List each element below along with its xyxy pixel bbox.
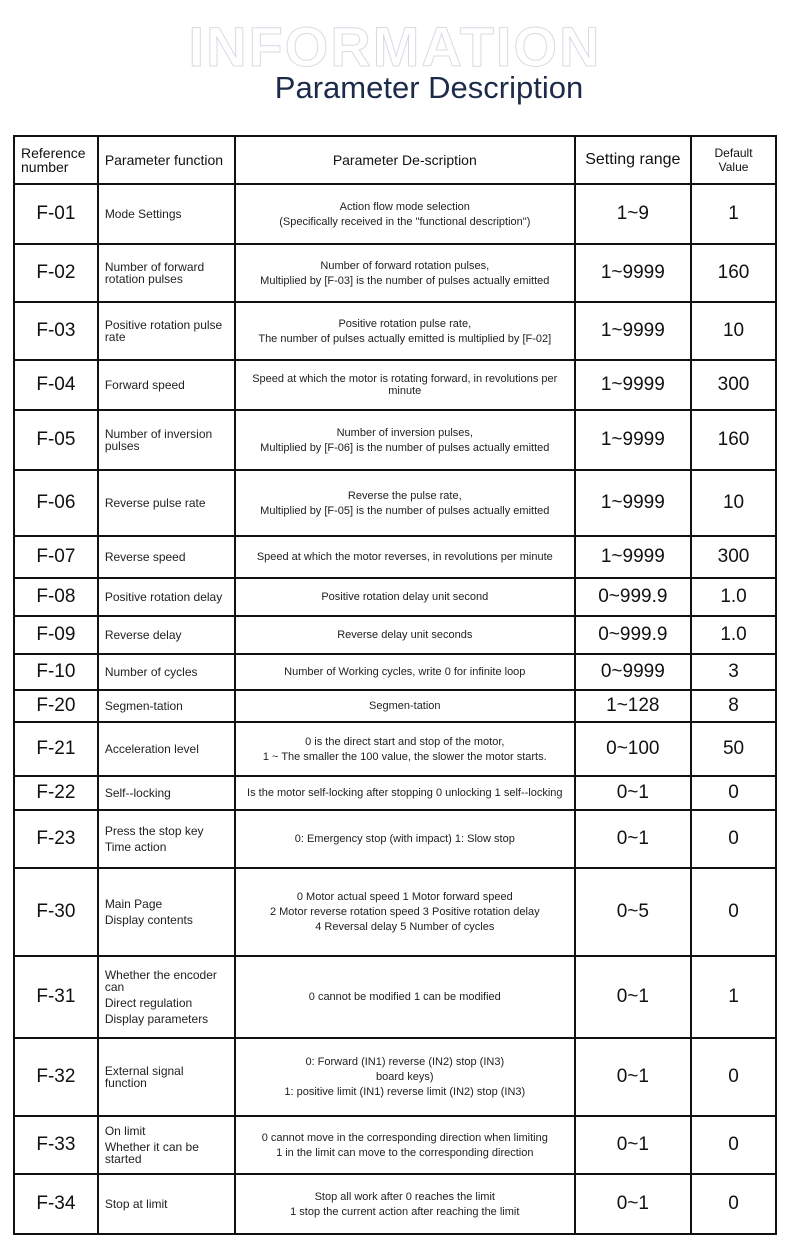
description-cell — [235, 722, 575, 776]
setting-range-cell: 0~100 — [575, 722, 691, 776]
description-line: Reverse delay unit seconds — [337, 629, 473, 641]
table-row — [14, 360, 776, 410]
description-line: Stop all work after 0 reaches the limit — [314, 1190, 495, 1203]
description-line: 2 Motor reverse rotation speed 3 Positive rotation delay — [269, 906, 540, 918]
reference-cell: F-08 — [14, 578, 98, 616]
default-value-cell: 0 — [691, 1038, 776, 1116]
description-line: Multiplied by [F-05] is the number of pulses actually emitted — [260, 504, 550, 517]
function-line: Number of cycles — [104, 665, 198, 679]
description-cell — [235, 616, 575, 654]
description-line: 0 is the direct start and stop of the motor, — [305, 735, 505, 748]
description-line: 1: positive limit (IN1) reverse limit (IN2) stop (IN3) — [284, 1086, 526, 1098]
reference-cell: F-03 — [14, 302, 98, 360]
reference-cell: F-30 — [14, 868, 98, 956]
description-line: 0 cannot move in the corresponding direction when limiting — [261, 1131, 548, 1144]
function-cell — [98, 244, 235, 302]
description-line: Number of Working cycles, write 0 for infinite loop — [284, 666, 526, 678]
function-cell — [98, 654, 235, 690]
default-value-cell: 8 — [691, 690, 776, 722]
description-line: Number of inversion pulses, — [336, 426, 473, 439]
function-line: Number of forward rotation pulses — [104, 260, 205, 286]
description-line: Positive rotation pulse rate, — [338, 317, 472, 330]
reference-cell: F-31 — [14, 956, 98, 1038]
setting-range-cell: 0~1 — [575, 1116, 691, 1174]
default-value-cell: 0 — [691, 810, 776, 868]
default-value-cell: 1.0 — [691, 578, 776, 616]
reference-cell: F-02 — [14, 244, 98, 302]
function-line: Segmen-tation — [104, 699, 183, 713]
function-line: Reverse delay — [104, 628, 182, 642]
function-line: Reverse speed — [104, 550, 186, 564]
function-line: On limit — [104, 1124, 146, 1138]
function-line: Number of inversion pulses — [104, 427, 213, 453]
description-cell — [235, 470, 575, 536]
function-line: Positive rotation pulse rate — [104, 318, 223, 344]
reference-cell: F-01 — [14, 184, 98, 244]
description-cell — [235, 654, 575, 690]
setting-range-cell: 0~1 — [575, 956, 691, 1038]
default-value-cell: 1 — [691, 184, 776, 244]
setting-range-cell: 1~9999 — [575, 360, 691, 410]
function-cell — [98, 868, 235, 956]
function-line: Stop at limit — [104, 1197, 168, 1211]
header-row — [14, 136, 776, 184]
default-value-cell: 10 — [691, 302, 776, 360]
description-line: 0 Motor actual speed 1 Motor forward speed — [296, 891, 513, 903]
function-line: Display parameters — [104, 1012, 209, 1026]
setting-range-cell: 1~9999 — [575, 470, 691, 536]
function-cell — [98, 776, 235, 810]
description-cell — [235, 536, 575, 578]
description-line: Number of forward rotation pulses, — [320, 259, 490, 272]
description-line: Speed at which the motor reverses, in revolutions per minute — [256, 551, 553, 563]
function-cell — [98, 722, 235, 776]
reference-cell: F-06 — [14, 470, 98, 536]
description-line: board keys) — [376, 1071, 434, 1083]
table-row — [14, 722, 776, 776]
description-line: Reverse the pulse rate, — [347, 489, 462, 502]
setting-range-cell: 0~1 — [575, 1038, 691, 1116]
setting-range-cell: 0~1 — [575, 810, 691, 868]
reference-cell: F-22 — [14, 776, 98, 810]
description-cell — [235, 1174, 575, 1234]
table-row — [14, 1116, 776, 1174]
description-line: Action flow mode selection — [339, 200, 470, 213]
description-line: 1 ~ The smaller the 100 value, the slower the motor starts. — [262, 750, 547, 763]
reference-cell: F-33 — [14, 1116, 98, 1174]
function-line: Display contents — [104, 913, 193, 927]
table-row — [14, 1038, 776, 1116]
setting-range-cell: 0~999.9 — [575, 578, 691, 616]
watermark-text: INFORMATION — [188, 15, 602, 78]
description-cell — [235, 244, 575, 302]
function-cell — [98, 578, 235, 616]
description-cell — [235, 810, 575, 868]
reference-cell: F-20 — [14, 690, 98, 722]
table-row — [14, 616, 776, 654]
function-cell — [98, 360, 235, 410]
default-value-cell: 0 — [691, 776, 776, 810]
header-default: Default Value — [691, 136, 776, 184]
description-line: 0 cannot be modified 1 can be modified — [308, 991, 501, 1003]
reference-cell: F-05 — [14, 410, 98, 470]
function-cell — [98, 184, 235, 244]
header-description: Parameter De-scription — [235, 136, 575, 184]
reference-cell: F-23 — [14, 810, 98, 868]
description-line: (Specifically received in the "functional description") — [279, 215, 531, 228]
table-row — [14, 184, 776, 244]
description-line: Multiplied by [F-06] is the number of pulses actually emitted — [260, 441, 550, 454]
description-line: 0: Emergency stop (with impact) 1: Slow stop — [294, 833, 515, 845]
table-row — [14, 1174, 776, 1234]
default-value-cell: 0 — [691, 1116, 776, 1174]
function-line: Whether it can be started — [104, 1140, 199, 1166]
default-value-cell: 1 — [691, 956, 776, 1038]
function-cell — [98, 410, 235, 470]
function-cell — [98, 302, 235, 360]
description-cell — [235, 578, 575, 616]
setting-range-cell: 1~128 — [575, 690, 691, 722]
header-range: Setting range — [575, 136, 691, 184]
table-row — [14, 868, 776, 956]
function-line: Direct regulation — [104, 996, 193, 1010]
default-value-cell: 10 — [691, 470, 776, 536]
default-value-cell: 160 — [691, 244, 776, 302]
function-cell — [98, 810, 235, 868]
table-row — [14, 654, 776, 690]
description-line: The number of pulses actually emitted is multiplied by [F-02] — [258, 332, 552, 345]
table-row — [14, 302, 776, 360]
description-cell — [235, 360, 575, 410]
description-line: Is the motor self-locking after stopping 0 unlocking 1 self--locking — [247, 787, 563, 799]
reference-cell: F-09 — [14, 616, 98, 654]
table-row — [14, 776, 776, 810]
description-cell — [235, 956, 575, 1038]
table-row — [14, 244, 776, 302]
default-value-cell: 3 — [691, 654, 776, 690]
description-line: Multiplied by [F-03] is the number of pulses actually emitted — [260, 274, 550, 287]
function-line: Self--locking — [104, 786, 171, 800]
table-row — [14, 536, 776, 578]
default-value-cell: 300 — [691, 536, 776, 578]
description-line: 1 stop the current action after reaching the limit — [290, 1205, 520, 1218]
description-line: Positive rotation delay unit second — [321, 591, 489, 603]
default-value-cell: 160 — [691, 410, 776, 470]
setting-range-cell: 1~9999 — [575, 302, 691, 360]
function-line: Positive rotation delay — [104, 590, 223, 604]
description-cell — [235, 410, 575, 470]
function-cell — [98, 956, 235, 1038]
setting-range-cell: 0~1 — [575, 1174, 691, 1234]
header-reference: Reference number — [14, 136, 98, 184]
description-cell — [235, 1038, 575, 1116]
setting-range-cell: 1~9 — [575, 184, 691, 244]
function-line: Acceleration level — [104, 742, 199, 756]
setting-range-cell: 1~9999 — [575, 244, 691, 302]
table-row — [14, 578, 776, 616]
setting-range-cell: 0~1 — [575, 776, 691, 810]
reference-cell: F-10 — [14, 654, 98, 690]
description-cell — [235, 1116, 575, 1174]
table-row — [14, 810, 776, 868]
function-line: Main Page — [104, 897, 163, 911]
function-line: External signal function — [104, 1064, 184, 1090]
function-cell — [98, 690, 235, 722]
function-cell — [98, 536, 235, 578]
table-body — [14, 184, 776, 1234]
setting-range-cell: 0~5 — [575, 868, 691, 956]
reference-cell: F-04 — [14, 360, 98, 410]
description-line: 4 Reversal delay 5 Number of cycles — [315, 921, 495, 933]
reference-cell: F-21 — [14, 722, 98, 776]
description-line: 0: Forward (IN1) reverse (IN2) stop (IN3) — [305, 1056, 505, 1068]
description-line: Segmen-tation — [369, 700, 441, 712]
function-line: Press the stop key — [104, 824, 204, 838]
table-row — [14, 470, 776, 536]
function-cell — [98, 616, 235, 654]
description-cell — [235, 868, 575, 956]
reference-cell: F-07 — [14, 536, 98, 578]
description-cell — [235, 776, 575, 810]
description-cell — [235, 302, 575, 360]
setting-range-cell: 0~9999 — [575, 654, 691, 690]
default-value-cell: 0 — [691, 868, 776, 956]
description-line: Speed at which the motor is rotating forward, in revolutions per minute — [252, 373, 558, 397]
setting-range-cell: 1~9999 — [575, 536, 691, 578]
page-title: Parameter Description — [274, 70, 584, 105]
function-line: Reverse pulse rate — [104, 496, 206, 510]
table-row — [14, 410, 776, 470]
function-line: Whether the encoder can — [104, 968, 217, 994]
function-line: Time action — [104, 840, 167, 854]
function-cell — [98, 470, 235, 536]
setting-range-cell: 0~999.9 — [575, 616, 691, 654]
default-value-cell: 50 — [691, 722, 776, 776]
reference-cell: F-34 — [14, 1174, 98, 1234]
default-value-cell: 0 — [691, 1174, 776, 1234]
table-row — [14, 690, 776, 722]
function-line: Forward speed — [104, 378, 185, 392]
function-cell — [98, 1038, 235, 1116]
parameter-table — [13, 135, 777, 1235]
default-value-cell: 1.0 — [691, 616, 776, 654]
reference-cell: F-32 — [14, 1038, 98, 1116]
header-function: Parameter function — [98, 136, 235, 184]
table-row — [14, 956, 776, 1038]
default-value-cell: 300 — [691, 360, 776, 410]
description-line: 1 in the limit can move to the corresponding direction — [276, 1146, 534, 1159]
function-cell — [98, 1116, 235, 1174]
setting-range-cell: 1~9999 — [575, 410, 691, 470]
description-cell — [235, 690, 575, 722]
function-cell — [98, 1174, 235, 1234]
description-cell — [235, 184, 575, 244]
function-line: Mode Settings — [104, 207, 182, 221]
